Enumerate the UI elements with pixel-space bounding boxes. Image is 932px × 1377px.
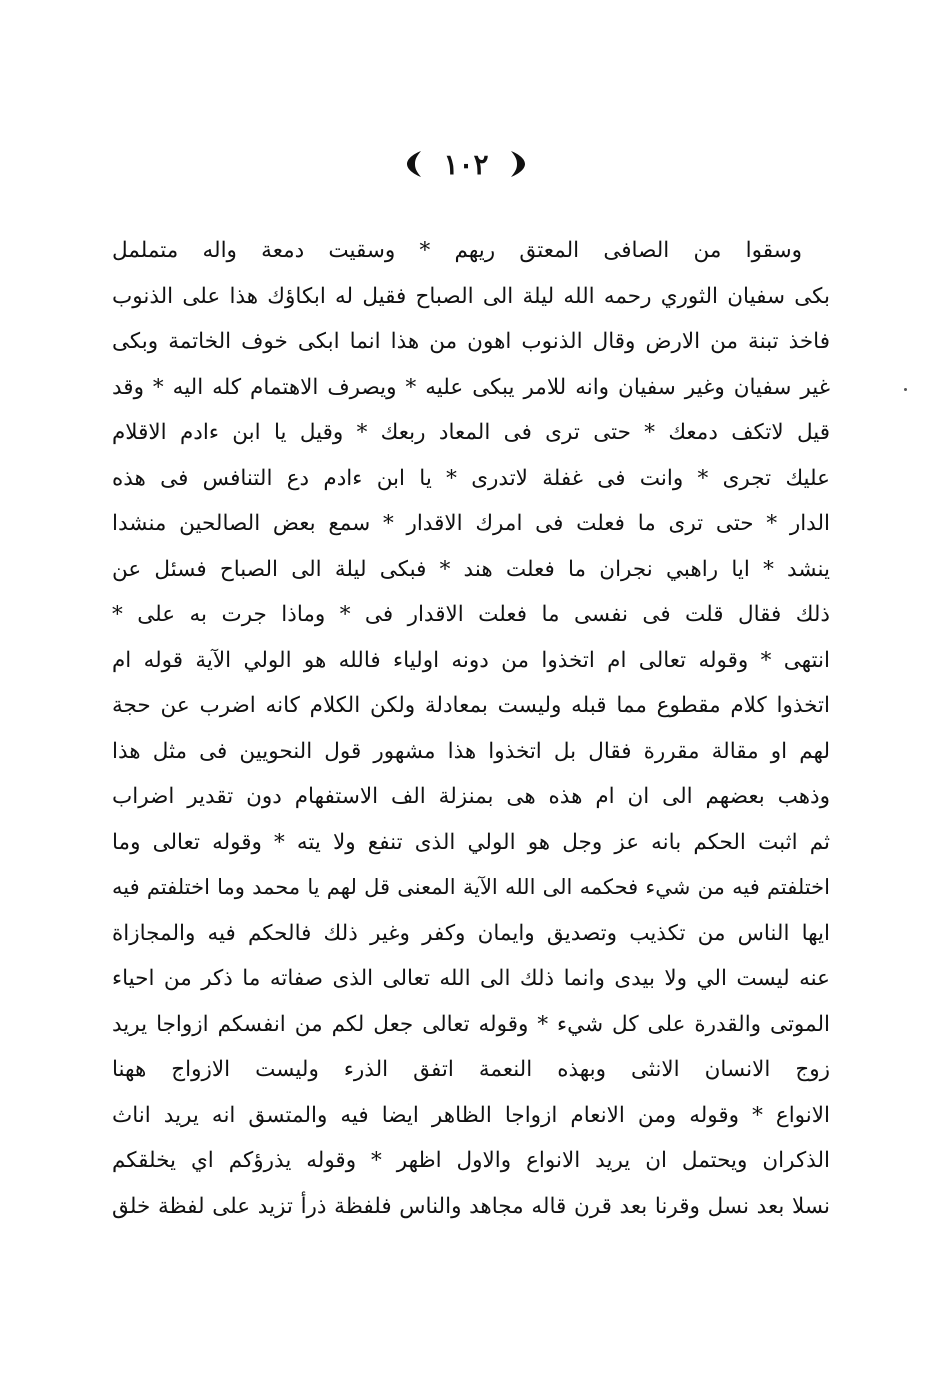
text-line: قيل لاتكف دمعك * حتى ترى فى المعاد ربعك * وقيل يا ابن ءادم الاقلام bbox=[112, 420, 830, 445]
text-line: زوج الانسان الانثى وبهذه النعمة اتفق الذرء وليست الازواج ههنا bbox=[112, 1057, 830, 1082]
text-line: ايها الناس من تكذيب وتصديق وايمان وكفر وغير ذلك فالحكم فيه والمجازاة bbox=[112, 920, 830, 946]
body-text bbox=[112, 228, 830, 1229]
text-line: الانواع * وقوله ومن الانعام ازواجا الظاهر ايضا فيه والمتسق انه يريد اناث bbox=[112, 1102, 830, 1128]
text-line: ذلك فقال قلت فى نفسى ما فعلت الاقدار فى * وماذا جرت به على * bbox=[112, 602, 830, 627]
text-line: عنه ليست الي ولا بيدى وانما ذلك الى الله تعالى الذى صفاته ما ذكر من احياء bbox=[112, 966, 830, 991]
text-line: ينشد * ايا راهبي نجران ما فعلت هند * فبكى ليلة الى الصباح فسئل عن bbox=[112, 556, 830, 582]
scan-speck bbox=[904, 388, 907, 391]
text-line: بكى سفيان الثوري رحمه الله ليلة الى الصباح فقيل له ابكاؤك هذا على الذنوب bbox=[112, 283, 830, 309]
ornament-bracket-right-icon bbox=[507, 149, 529, 179]
text-line: الذكران ويحتمل ان يريد الانواع والاول اظهر * وقوله يذرؤكم اي يخلقكم bbox=[112, 1148, 830, 1173]
text-line: الدار * حتى ترى ما فعلت فى امرك الاقدار * سمع بعض الصالحين منشدا bbox=[112, 511, 830, 536]
text-line: اتخذوا كلام مقطوع مما قبله وليست بمعادلة ولكن الكلام كانه اضرب عن حجة bbox=[112, 693, 830, 718]
text-line: عليك تجرى * وانت فى غفلة لاتدرى * يا ابن ءادم دع التنافس فى هذه bbox=[112, 465, 830, 491]
text-line: فاخذ تبنة من الارض وقال الذنوب اهون من هذا انما ابكى خوف الخاتمة وبكى bbox=[112, 329, 830, 354]
text-line: الموتى والقدرة على كل شيء * وقوله تعالى جعل لكم من انفسكم ازواجا يريد bbox=[112, 1011, 830, 1037]
page-header bbox=[0, 142, 932, 186]
page-number: ١٠٢ bbox=[443, 147, 489, 181]
ornament-bracket-left-icon bbox=[403, 149, 425, 179]
text-line: اختلفتم فيه من شيء فحكمه الى الله الآية المعنى قل لهم يا محمد وما اختلفتم فيه bbox=[112, 875, 830, 899]
text-line: غير سفيان وغير سفيان وانه للامر يبكى عليه * ويصرف الاهتمام كله اليه * وقد bbox=[112, 374, 830, 400]
text-line: وسقوا من الصافى المعتق ريهم * وسقيت دمعة واله متململ bbox=[112, 238, 802, 263]
text-line: لهم او مقالة مقررة فقال بل اتخذوا هذا مشهور قول النحويين فى مثل هذا bbox=[112, 738, 830, 764]
text-line: نسلا بعد نسل وقرنا بعد قرن قاله مجاهد والناس فلفظة ذرأ تزيد على لفظة خلق bbox=[112, 1193, 830, 1219]
text-line: ثم اثبت الحكم بانه عز وجل هو الولي الذى تنفع ولا يته * وقوله تعالى وما bbox=[112, 829, 830, 855]
text-line: وذهب بعضهم الى ان ام هذه هى بمنزلة الف الاستفهام دون تقدير اضراب bbox=[112, 784, 830, 809]
text-line: انتهى * وقوله تعالى ام اتخذوا من دونه اولياء فالله هو الولي الآية قوله ام bbox=[112, 647, 830, 673]
